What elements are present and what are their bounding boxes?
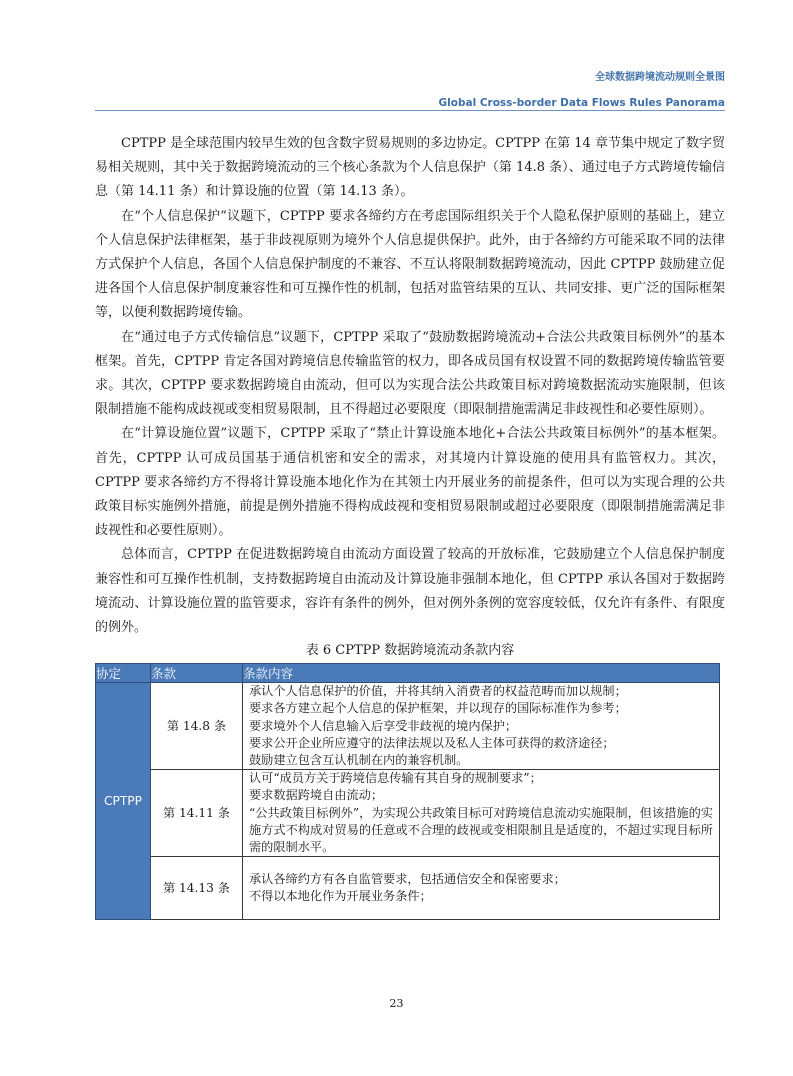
table-caption: 表 6 CPTPP 数据跨境流动条款内容 xyxy=(305,643,515,659)
content-line: 承认个人信息保护的价值，并将其纳入消费者的权益范畴而加以规制； xyxy=(249,684,627,699)
paragraph: 在“通过电子方式传输信息”议题下，CPTPP 采取了“鼓励数据跨境流动+合法公共政策目标例外”的基本框架。首先，CPTPP 肯定各国对跨境信息传输监管的权力，即各成员国有权设置不同的数据跨境传输监管要求。其次，CPTPP 要求数据跨境自由流动，但可以为实现合法公共政策目标对跨境数据流动实施限制，但该限制措施不能构成歧视或变相贸易限制，且不得超过必要限度（即限制措施需满足非歧视性和必要性原则）。 xyxy=(95,329,725,418)
content-line: 要求境外个人信息输入后享受非歧视的境内保护； xyxy=(249,718,518,733)
running-header xyxy=(439,70,725,112)
page-number: 23 xyxy=(389,997,404,1010)
agreement-cell: CPTPP xyxy=(96,683,151,920)
content-line: 承认各缔约方有各自监管要求，包括通信安全和保密要求； xyxy=(249,872,566,887)
content-cell xyxy=(243,683,720,770)
table-row xyxy=(96,683,720,770)
content-cell xyxy=(243,770,720,857)
clause-cell: 第 14.8 条 xyxy=(151,683,243,770)
table-row xyxy=(96,857,720,920)
table-header-row xyxy=(96,664,720,683)
table-row xyxy=(96,770,720,857)
content-line: 要求数据跨境自由流动； xyxy=(249,788,384,803)
paragraph: 在“计算设施位置”议题下，CPTPP 采取了“禁止计算设施本地化+合法公共政策目标例外”的基本框架。首先，CPTPP 认可成员国基于通信机密和安全的需求，对其境内计算设施的使用具有监管权力。其次，CPTPP 要求各缔约方不得将计算设施本地化作为在其领土内开展业务的前提条件，但可以为实现合理的公共政策目标实施例外措施，前提是例外措施不得构成歧视和变相贸易限制或超过必要限度（即限制措施需满足非歧视性和必要性原则）。 xyxy=(95,426,725,539)
content-line: 认可“成员方关于跨境信息传输有其自身的规制要求”； xyxy=(249,771,542,786)
content-cell xyxy=(243,857,720,920)
content-line: 不得以本地化作为开展业务条件； xyxy=(249,889,432,904)
paragraph: CPTPP 是全球范围内较早生效的包含数字贸易规则的多边协定。CPTPP 在第 14 章节集中规定了数字贸易相关规则，其中关于数据跨境流动的三个核心条款为个人信息保护（第 14.8 条）、通过电子方式跨境传输信息（第 14.11 条）和计算设施的位置（第 14.13 条）。 xyxy=(95,136,725,200)
cptpp-clauses-table xyxy=(95,663,720,920)
header-agreement: 协定 xyxy=(96,664,151,683)
header-clause: 条款 xyxy=(151,664,243,683)
content-line: 鼓励建立包含互认机制在内的兼容机制。 xyxy=(249,753,469,768)
paragraph: 总体而言，CPTPP 在促进数据跨境自由流动方面设置了较高的开放标准，它鼓励建立个人信息保护制度兼容性和可互操作性机制，支持数据跨境自由流动及计算设施非强制本地化，但 CPTPP 承认各国对于数据跨境流动、计算设施位置的监管要求，容许有条件的例外，但对例外条例的宽容度较低，仅允许有条件、有限度的例外。 xyxy=(95,547,725,636)
clause-cell: 第 14.13 条 xyxy=(151,857,243,920)
header-content: 条款内容 xyxy=(243,664,720,683)
header-title-zh: 全球数据跨境流动规则全景图 xyxy=(595,72,725,83)
content-line: “公共政策目标例外”，为实现公共政策目标可对跨境信息流动实施限制，但该措施的实施方式不构成对贸易的任意或不合理的歧视或变相限制且是适度的，不超过实现目标所需的限制水平。 xyxy=(249,805,713,855)
page-body xyxy=(95,132,725,920)
content-line: 要求公开企业所应遵守的法律法规以及私人主体可获得的救济途径； xyxy=(249,735,615,750)
header-divider xyxy=(95,110,725,111)
header-title-en: Global Cross-border Data Flows Rules Panorama xyxy=(438,97,725,109)
content-line: 要求各方建立起个人信息的保护框架，并以现存的国际标准作为参考； xyxy=(249,701,627,716)
paragraph: 在“个人信息保护”议题下，CPTPP 要求各缔约方在考虑国际组织关于个人隐私保护原则的基础上，建立个人信息保护法律框架，基于非歧视原则为境外个人信息提供保护。此外，由于各缔约方可能采取不同的法律方式保护个人信息，各国个人信息保护制度的不兼容、不互认将限制数据跨境流动，因此 CPTPP 鼓励建立促进各国个人信息保护制度兼容性和可互操作性的机制，包括对监管结果的互认、共同安排、更广泛的国际框架等，以便利数据跨境传输。 xyxy=(95,208,725,321)
clause-cell: 第 14.11 条 xyxy=(151,770,243,857)
